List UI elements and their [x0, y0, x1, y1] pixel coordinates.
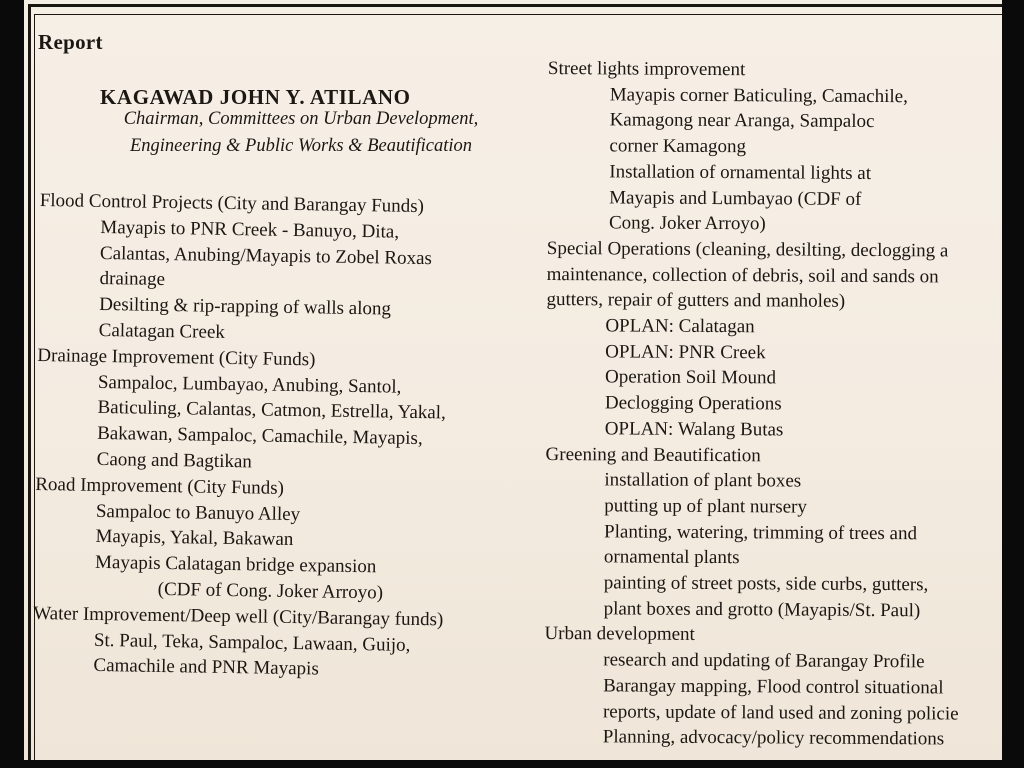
- right-item: corner Kamagong: [609, 135, 747, 158]
- title-line: Engineering & Public Works & Beautification: [129, 136, 473, 156]
- right-heading: gutters, repair of gutters and manholes): [546, 289, 846, 313]
- left-heading: Road Improvement (City Funds): [35, 473, 285, 499]
- left-item: drainage: [99, 268, 166, 291]
- right-heading: Street lights improvement: [547, 57, 746, 81]
- right-item: Kamagong near Aranga, Sampaloc: [609, 109, 875, 133]
- left-project-list: [32, 188, 540, 686]
- right-item: Planting, watering, trimming of trees and: [604, 521, 918, 544]
- left-heading: Flood Control Projects (City and Barangay Funds): [39, 189, 425, 218]
- left-item: Sampaloc, Lumbayao, Anubing, Santol,: [97, 371, 402, 398]
- right-heading: maintenance, collection of debris, soil and sands on: [546, 263, 939, 288]
- right-item: research and updating of Barangay Profile: [603, 649, 925, 673]
- right-item: OPLAN: Walang Butas: [604, 418, 784, 441]
- report-label: Report: [38, 30, 103, 54]
- left-item: Calantas, Anubing/Mayapis to Zobel Roxas: [99, 242, 433, 269]
- right-item: OPLAN: PNR Creek: [605, 341, 766, 364]
- right-heading: Greening and Beautification: [545, 443, 761, 466]
- right-item: painting of street posts, side curbs, gutters,: [603, 572, 929, 596]
- right-item: Mayapis and Lumbayao (CDF of: [609, 186, 862, 210]
- right-heading: Special Operations (cleaning, desilting, declogging a: [546, 237, 949, 262]
- left-item: Bakawan, Sampaloc, Camachile, Mayapis,: [96, 423, 423, 450]
- right-item: putting up of plant nursery: [604, 495, 807, 518]
- left-item: Desilting & rip-rapping of walls along: [99, 294, 392, 320]
- right-item: plant boxes and grotto (Mayapis/St. Paul): [603, 598, 921, 622]
- title-line: Chairman, Committees on Urban Development,: [123, 109, 479, 129]
- left-item: Camachile and PNR Mayapis: [93, 655, 319, 680]
- right-item: Operation Soil Mound: [604, 366, 777, 389]
- left-item: Mayapis Calatagan bridge expansion: [94, 552, 377, 578]
- right-item: ornamental plants: [603, 546, 740, 569]
- right-item: Planning, advocacy/policy recommendations: [602, 726, 945, 750]
- right-item: installation of plant boxes: [604, 469, 802, 492]
- right-project-list: [544, 56, 1002, 753]
- left-item: Sampaloc to Banuyo Alley: [95, 500, 301, 525]
- right-item: Cong. Joker Arroyo): [608, 212, 766, 235]
- right-item: Mayapis corner Baticuling, Camachile,: [609, 84, 908, 107]
- right-item: reports, update of land used and zoning policie: [602, 700, 959, 725]
- left-column: [24, 0, 544, 760]
- official-name: KAGAWAD JOHN Y. ATILANO: [100, 85, 411, 109]
- left-item: Calatagan Creek: [98, 319, 226, 343]
- document-page: [24, 0, 1002, 760]
- right-item: OPLAN: Calatagan: [605, 315, 755, 338]
- left-item: St. Paul, Teka, Sampaloc, Lawaan, Guijo,: [93, 629, 411, 656]
- right-heading: Urban development: [544, 623, 695, 646]
- left-item: Caong and Bagtikan: [96, 448, 253, 473]
- official-title: [66, 106, 536, 160]
- left-item: (CDF of Cong. Joker Arroyo): [157, 578, 384, 604]
- right-item: Declogging Operations: [604, 392, 782, 415]
- right-item: Installation of ornamental lights at: [609, 161, 872, 184]
- left-heading: Drainage Improvement (City Funds): [37, 344, 316, 371]
- left-item: Baticuling, Calantas, Catmon, Estrella, Yakal,: [97, 397, 446, 424]
- left-item: Mayapis, Yakal, Bakawan: [95, 526, 294, 551]
- right-item: Barangay mapping, Flood control situational: [603, 675, 944, 699]
- left-heading: Water Improvement/Deep well (City/Barangay funds): [33, 602, 444, 631]
- left-item: Mayapis to PNR Creek - Banuyo, Dita,: [100, 216, 400, 243]
